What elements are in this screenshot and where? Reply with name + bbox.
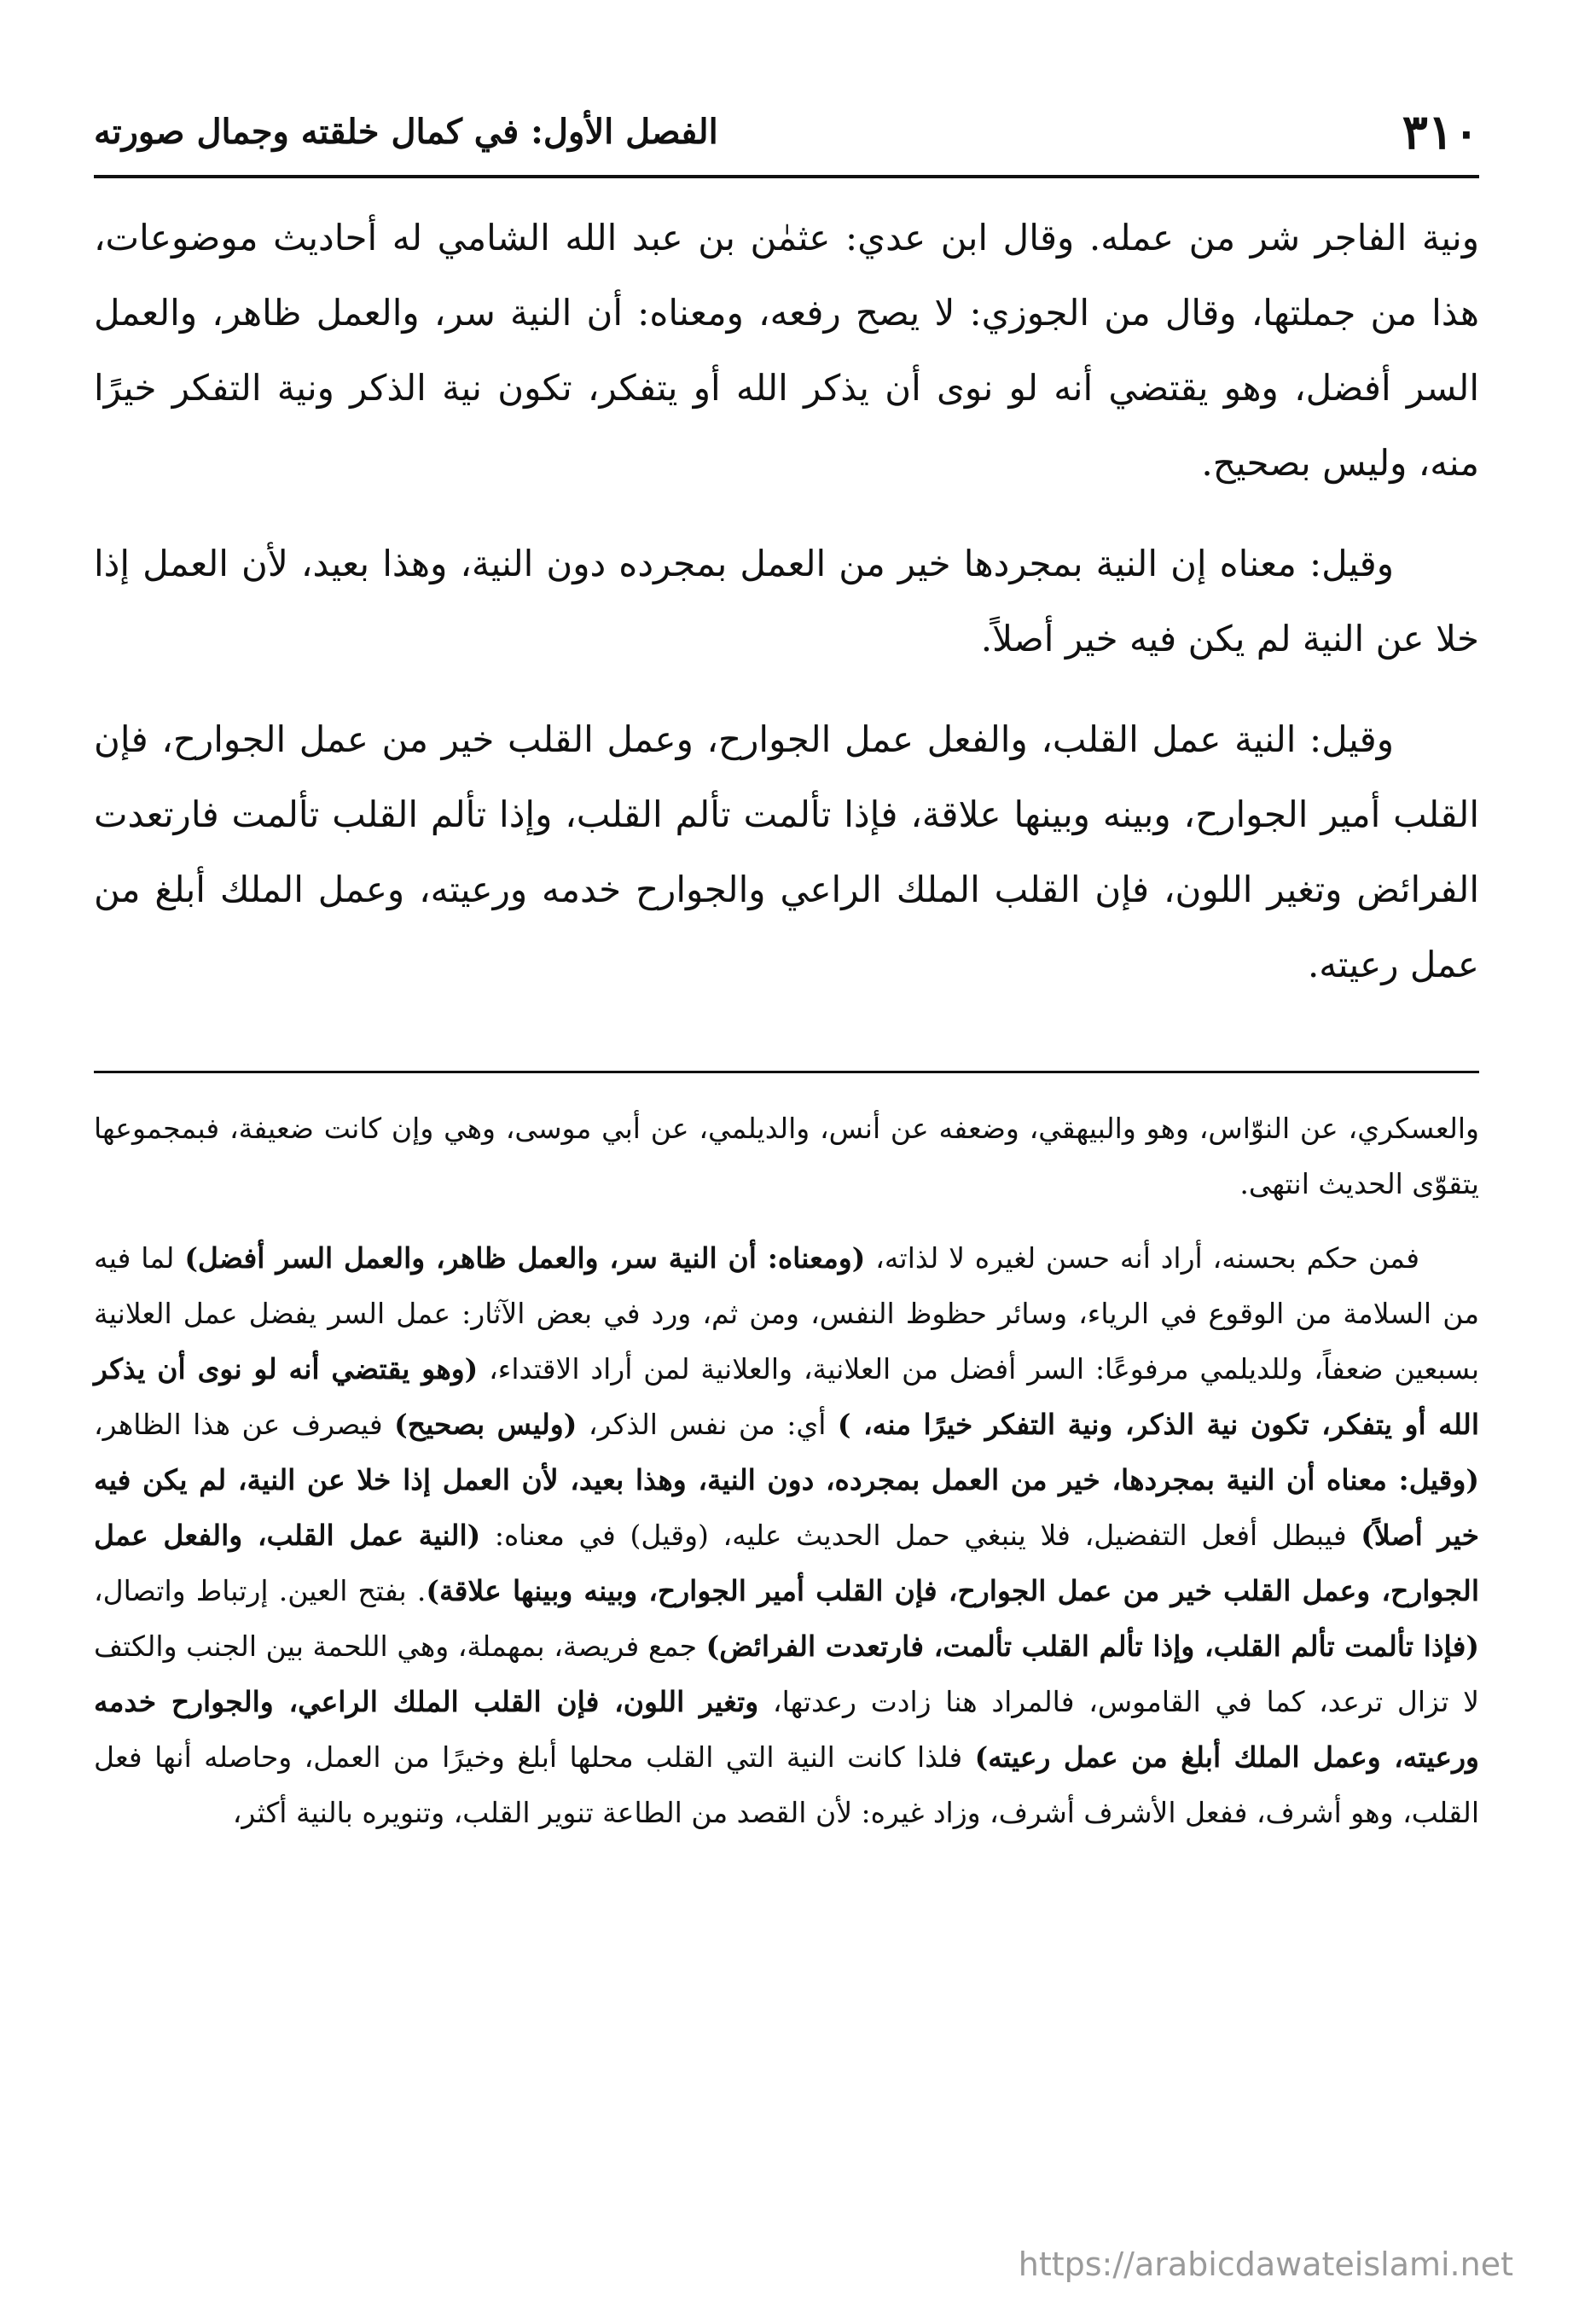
commentary-text: فمن حكم بحسنه، أراد أنه حسن لغيره لا لذاته،: [865, 1241, 1420, 1275]
main-text: [94, 200, 1479, 1028]
commentary-paragraph-2: [94, 1230, 1479, 1840]
quoted-text: (وليس بصحيح): [394, 1408, 578, 1441]
main-paragraph-2: وقيل: معناه إن النية بمجردها خير من العمل بمجرده دون النية، وهذا بعيد، لأن العمل إذا خلا عن النية لم يكن فيه خير أصلاً.: [94, 543, 1479, 659]
commentary: [94, 1101, 1479, 1859]
site-watermark: https://arabicdawateislami.net: [1018, 2246, 1513, 2283]
main-paragraph-3: وقيل: النية عمل القلب، والفعل عمل الجوارح، وعمل القلب خير من عمل الجوارح، فإن القلب أمير الجوارح، وبينه وبينها علاقة، فإذا تألمت تألم القلب، وإذا تألم القلب تألمت فارتعدت الفرائض وتغير اللون، فإن القلب الملك الراعي والجوارح خدمه ورعيته، وعمل الملك أبلغ من عمل رعيته.: [94, 718, 1479, 985]
quoted-text: (ومعناه: أن النية سر، والعمل ظاهر، والعمل السر أفضل): [184, 1241, 866, 1275]
commentary-text: فيبطل أفعل التفضيل، فلا ينبغي حمل الحديث عليه، (وقيل) في معناه:: [480, 1519, 1361, 1552]
commentary-text: فلذا كانت النية التي القلب محلها أبلغ وخيرًا من العمل، وحاصله أنها فعل القلب، وهو أشرف، ففعل الأشرف أشرف، وزاد غيره: لأن القصد من الطاعة تنوير القلب، وتنويره بالنية أكثر،: [94, 1740, 1479, 1829]
quoted-text: (النية عمل القلب، والفعل عمل الجوارح، وعمل القلب خير من عمل الجوارح، فإن القلب أمير الجوارح، وبينه وبينها علاقة): [94, 1519, 1479, 1607]
commentary-text: أي: من نفس الذكر،: [577, 1408, 838, 1441]
page-number: ٣١٠: [1402, 104, 1479, 160]
page-header: [94, 98, 1479, 166]
commentary-text: . بفتح العين. إرتباط واتصال،: [94, 1574, 427, 1607]
commentary-paragraph-1: والعسكري، عن النوّاس، وهو والبيهقي، وضعفه عن أنس، والديلمي، عن أبي موسى، وهي وإن كانت ضعيفة، فبمجموعها يتقوّى الحديث انتهى.: [94, 1112, 1479, 1200]
chapter-title: الفصل الأول: في كمال خلقته وجمال صورته: [94, 112, 718, 152]
quoted-text: (وهو يقتضي أنه لو نوى أن يذكر الله أو يتفكر، تكون نية الذكر، ونية التفكر خيرًا منه، ): [94, 1352, 1479, 1441]
main-paragraph-1: ونية الفاجر شر من عمله. وقال ابن عدي: عثمٰن بن عبد الله الشامي له أحاديث موضوعات، هذا من جملتها، وقال من الجوزي: لا يصح رفعه، ومعناه: أن النية سر، والعمل ظاهر، والعمل السر أفضل، وهو يقتضي أنه لو نوى أن يذكر الله أو يتفكر، تكون نية الذكر ونية التفكر خيرًا منه، وليس بصحيح.: [94, 217, 1479, 484]
footnote-divider: [94, 1071, 1479, 1073]
commentary-text: فيصرف عن هذا الظاهر،: [94, 1408, 395, 1441]
header-rule: [94, 175, 1479, 178]
quoted-text: وتغير اللون، فإن القلب الملك الراعي، والجوارح خدمه ورعيته، وعمل الملك أبلغ من عمل رعيته): [94, 1685, 1479, 1774]
quoted-text: (فإذا تألمت تألم القلب، وإذا تألم القلب تألمت، فارتعدت الفرائض): [705, 1630, 1479, 1663]
commentary-text: جمع فريصة، بمهملة، وهي اللحمة بين الجنب والكتف لا تزال ترعد، كما في القاموس، فالمراد هنا زادت رعدتها،: [94, 1630, 1479, 1718]
commentary-text: لما فيه من السلامة من الوقوع في الرياء، وسائر حظوظ النفس، ومن ثم، ورد في بعض الآثار: عمل السر يفضل عمل العلانية بسبعين ضعفاً، وللديلمي مرفوعًا: السر أفضل من العلانية، والعلانية لمن أراد الاقتداء،: [94, 1241, 1480, 1386]
quoted-text: (وقيل: معناه أن النية بمجردها، خير من العمل بمجرده، دون النية، وهذا بعيد، لأن العمل إذا خلا عن النية، لم يكن فيه خير أصلاً): [94, 1463, 1479, 1552]
